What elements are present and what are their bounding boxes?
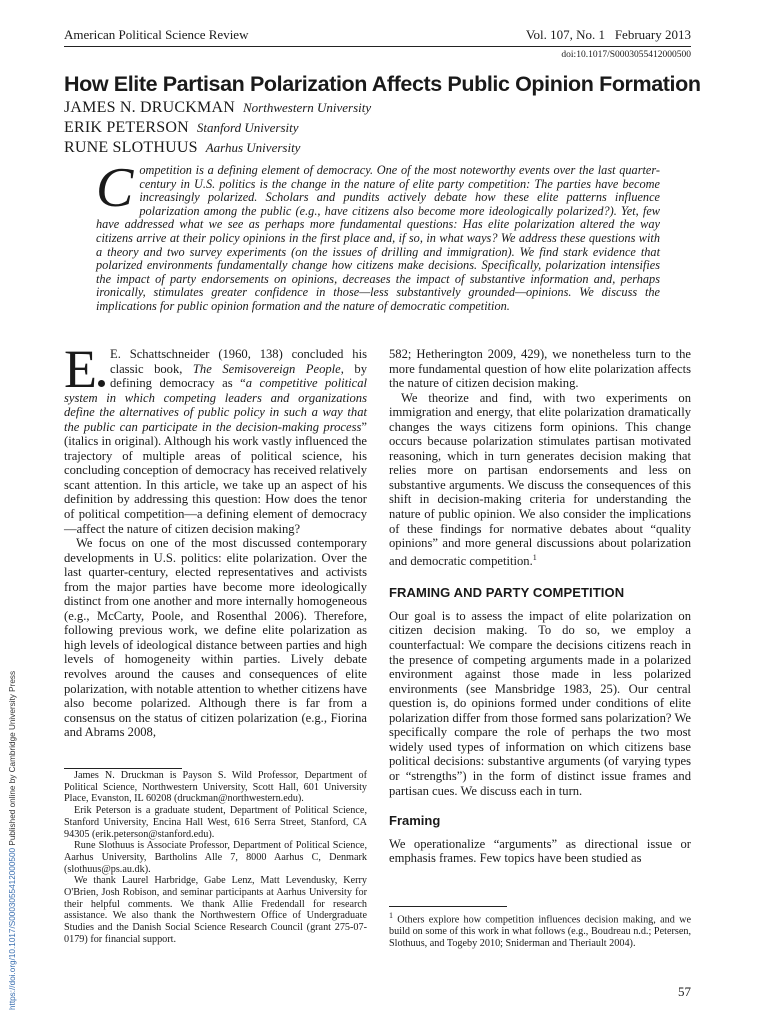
author-list xyxy=(64,98,371,158)
paragraph-2: We focus on one of the most discussed contemporary developments in U.S. politics: elite polarization. Over the last quarter-century, elected representatives and activists from the major parties have become more ideologically distinct from one another and more internally homogeneous (e.g., McCarty, Poole, and Rosenthal 2006). Therefore, following previous work, we define elite polarization as high levels of ideological distance between parties and high levels of homogeneity within parties. Lively debate revolves around the causes and consequences of elite polarization, with notable attention to whether citizens have also become polarized. Although there is far from a consensus on the status of citizen polarization (e.g., Fiorina and Abrams 2008, xyxy=(64,536,367,740)
abstract xyxy=(96,157,660,314)
acknowledgments: We thank Laurel Harbridge, Gabe Lenz, Matt Levendusky, Kerry O'Brien, Josh Robison, and seminar participants at Aarhus University for their helpful comments. We thank Allie Fredendall for research assistance. We also thank the Northwestern Office of Undergraduate Studies and the Danish Social Science Research Council (grant 275-07-0179) for financial support. xyxy=(64,875,367,945)
footnote-mark: 1 xyxy=(389,911,393,920)
author-note-3: Rune Slothuus is Associate Professor, Department of Political Science, Aarhus University, Bartholins Alle 7, 8000 Aarhus C, Denmark (slothuus@ps.au.dk). xyxy=(64,840,367,875)
paragraph-6: We operationalize “arguments” as directional issue or emphasis frames. Few topics have been studied as xyxy=(389,836,691,866)
footnote-ref-1[interactable]: 1 xyxy=(532,552,537,562)
section-heading: FRAMING AND PARTY COMPETITION xyxy=(389,585,625,601)
author-3: RUNE SLOTHUUS Aarhus University xyxy=(64,139,301,156)
author-2: ERIK PETERSON Stanford University xyxy=(64,119,299,136)
author-notes xyxy=(64,770,367,946)
page-number: 57 xyxy=(678,984,691,999)
paragraph-4: We theorize and find, with two experiments on immigration and energy, that elite polarization dramatically changes the ways citizens form opinions. This change occurs because polarization stimulates partisan motivated reasoning, which in turn generates decision making that relies more on partisan endorsements and less on substantive arguments. We discuss the consequences of this shift in decision-making criteria for understanding the nature of public opinion. We also consider the implications of these findings for normative debates about “quality opinions” and more general discussions about polarization and democratic competition.$^1$ xyxy=(389,390,691,568)
article-title: How Elite Partisan Polarization Affects Public Opinion Formation xyxy=(64,72,701,96)
sidebar-provenance: https://doi.org/10.1017/S0003055412000500 Published online by Cambridge University Press xyxy=(8,670,17,1010)
author-1: JAMES N. DRUCKMAN Northwestern University xyxy=(64,99,372,116)
journal-name: American Political Science Review xyxy=(64,27,249,42)
subsection-heading: Framing xyxy=(389,813,441,829)
footnote-1: $^1$ Others explore how competition influences decision making, and we build on some of this work in what follows (e.g., Boudreau n.d.; Petersen, Slothuus, and Togeby 2010; Sniderman and Theriault 2004). xyxy=(389,911,691,949)
body-column-left xyxy=(64,339,368,740)
drop-cap-dot xyxy=(98,380,105,387)
paragraph-1: E E. Schattschneider (1960, 138) concluded his classic book, The Semisovereign People, by defining democracy as “a competitive political system in which competing leaders and organizations define the alternatives of public policy in such a way that the public can participate in the decision-making process” (italics in original). Although his work vastly influenced the trajectory of multiple areas of political science, his concluding conception of democracy has received relatively scant attention. In this article, we take up an aspect of his definition by addressing this question: How does the tenor of political competition—a defining element of democracy—affect the nature of citizen decision making? xyxy=(64,339,368,536)
footnote-rule-right xyxy=(389,906,507,907)
issue-info: Vol. 107, No. 1 February 2013 xyxy=(525,27,691,42)
body-column-right xyxy=(389,347,691,866)
footnote-rule-left xyxy=(64,768,182,769)
paragraph-5: Our goal is to assess the impact of elite polarization on citizen decision making. To do so, we employ a counterfactual: We compare the decisions citizens reach in the presence of competing arguments made in a polarized environment against those made in less polarized environments (see Mansbridge 1983, 25). Our central question is, do opinions formed under conditions of elite polarization differ from those formed sans polarization? We specifically compare the role of perhaps the two most widely used types of information on which citizens base political decisions: substantive arguments (of varying types or “strengths”) in the form of distinct issue frames and partisan cues. We discuss each in turn. xyxy=(389,608,691,798)
abstract-drop-cap: C xyxy=(96,157,134,219)
doi: doi:10.1017/S0003055412000500 xyxy=(561,50,691,60)
doi-link[interactable]: https://doi.org/10.1017/S0003055412000500 xyxy=(8,847,17,1010)
body-drop-cap: E xyxy=(64,348,105,390)
author-note-2: Erik Peterson is a graduate student, Department of Political Science, Stanford University, Encina Hall West, 616 Serra Street, Stanford, CA 94305 (erik.peterson@stanford.edu). xyxy=(64,805,367,840)
abstract-text: ompetition is a defining element of democracy. One of the most noteworthy events over the last quarter-century in U.S. politics is the change in the nature of elite party competition: The parties have become increasingly polarized. Scholars and pundits actively debate how these elite patterns influence polarization among the public (e.g., have citizens also become more ideologically polarized?). Yet, few have addressed what we see as perhaps more fundamental questions: Has elite polarization altered the way citizens arrive at their policy opinions in the first place and, if so, in what ways? We address these questions with a theory and two survey experiments (on the issues of drilling and immigration). We find stark evidence that polarized environments fundamentally change how citizens make decisions. Specifically, polarization intensifies the impact of party endorsements on opinions, decreases the impact of substantive information and, perhaps ironically, stimulates greater confidence in those—less substantively grounded—opinions. We discuss the implications for public opinion formation and the nature of democratic competition. xyxy=(96,163,660,313)
paragraph-3: 582; Hetherington 2009, 429), we nonetheless turn to the more fundamental question of how elite polarization affects the nature of citizen decision making. xyxy=(389,347,691,391)
header-rule xyxy=(64,46,691,47)
author-note-1: James N. Druckman is Payson S. Wild Professor, Department of Political Science, Northwestern University, Scott Hall, 601 University Place, Evanston, IL 60208 (druckman@northwestern.edu). xyxy=(64,770,367,805)
